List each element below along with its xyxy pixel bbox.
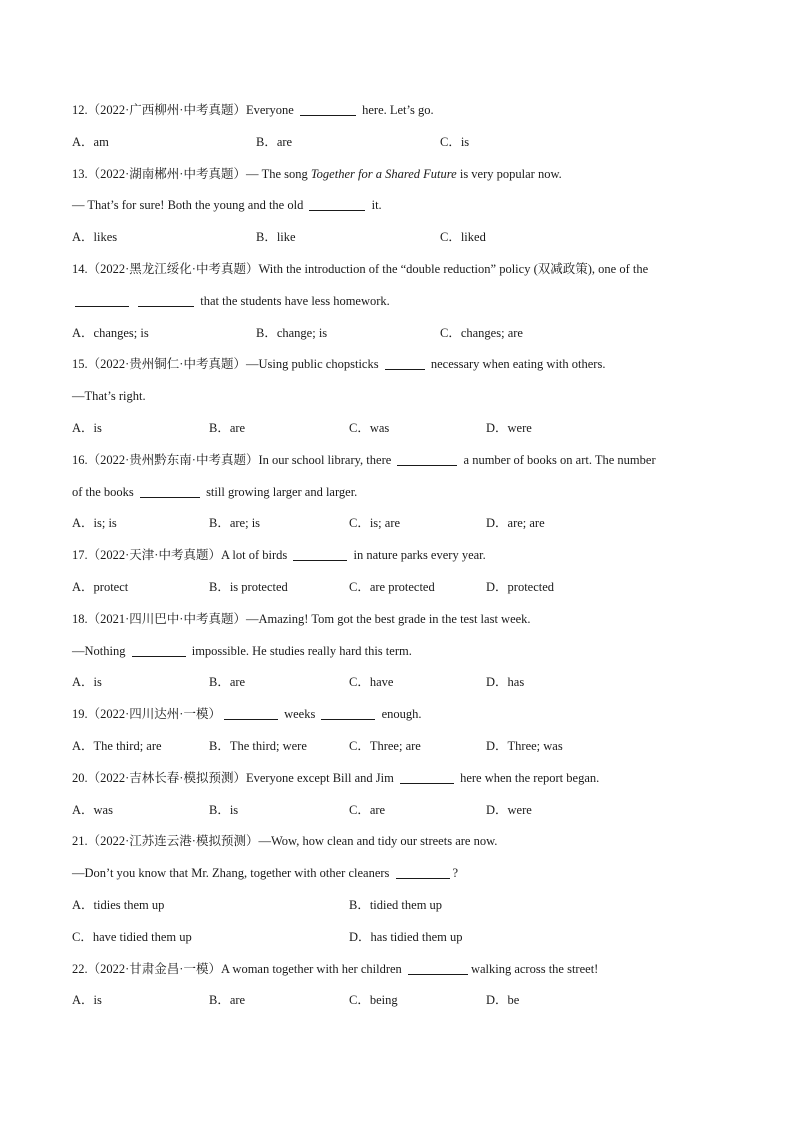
option-c[interactable]: C．are protected [349,579,435,594]
question-stem [72,540,732,572]
answer-blank [300,102,356,116]
answer-blank [132,643,186,657]
question-text: here. Let’s go. [358,103,434,117]
question-stem [72,349,732,381]
question-q13 [72,159,732,254]
answer-blank [396,865,450,879]
question-text: that the students have less homework. [197,293,390,308]
question-stem [72,826,732,858]
answer-blank [293,547,347,561]
question-q12 [72,95,732,159]
question-text: impossible. He studies really hard this term. [188,643,412,658]
question-q19 [72,699,732,763]
question-q21 [72,826,732,953]
question-stem [72,254,732,286]
answer-blank [400,770,454,784]
option-d[interactable]: D．be [486,993,520,1008]
options-row [72,890,732,922]
question-q17 [72,540,732,604]
option-a[interactable]: A．am [72,134,109,149]
options-row [72,795,732,827]
option-a[interactable]: A．protect [72,579,129,594]
option-a[interactable]: A．is [72,675,102,690]
option-b[interactable]: B．are [256,134,293,149]
question-text-line [72,381,732,413]
options-row [72,222,732,254]
question-stem [72,699,732,731]
italic-title-text: Together for a Shared Future [310,166,457,181]
option-d[interactable]: D．has tidied them up [349,929,463,944]
question-text: a number of books on art. The number [460,452,656,467]
answer-blank [140,484,200,498]
question-text: —That’s right. [72,389,146,404]
question-text: — That’s for sure! Both the young and the old [72,198,307,213]
question-q15 [72,349,732,444]
answer-blank [309,197,365,211]
question-text: 21.（2022·江苏连云港·模拟预测）—Wow, how clean and tidy our streets are now. [72,834,498,849]
options-row [72,667,732,699]
options-row [72,413,732,445]
options-row [72,985,732,1017]
question-text: weeks [280,707,319,722]
question-q16 [72,445,732,540]
option-a[interactable]: A．is [72,993,102,1008]
options-row [72,731,732,763]
question-text: in nature parks every year. [350,548,486,563]
option-c[interactable]: C．changes; are [440,325,523,340]
answer-blank [408,961,468,975]
question-q20 [72,763,732,827]
options-row [72,922,732,954]
question-text: is very popular now. [456,166,562,181]
question-text: —Don’t you know that Mr. Zhang, together with other cleaners [72,866,393,881]
question-text: 20.（2022·吉林长春·模拟预测）Everyone except Bill and Jim [72,770,397,785]
option-b[interactable]: B．is [209,802,239,817]
question-stem [72,159,732,191]
option-b[interactable]: B．are [209,993,246,1008]
question-text: enough. [378,707,422,722]
option-b[interactable]: B．are; is [209,516,261,531]
option-d[interactable]: D．Three; was [486,738,563,753]
question-stem [72,604,732,636]
question-text: still growing larger and larger. [202,484,358,499]
option-b[interactable]: B．are [209,420,246,435]
answer-blank [138,293,194,307]
option-d[interactable]: D．protected [486,579,555,594]
options-row [72,508,732,540]
option-c[interactable]: C．liked [440,230,486,245]
option-c[interactable]: C．have [349,675,394,690]
question-text: necessary when eating with others. [427,357,606,372]
answer-blank [224,706,278,720]
option-d[interactable]: D．were [486,420,532,435]
question-text: 19.（2022·四川达州·一模） [72,707,221,722]
option-b[interactable]: B．like [256,230,296,245]
question-text [132,294,135,308]
question-text-line [72,286,732,318]
question-stem [72,763,732,795]
options-row [72,572,732,604]
answer-blank [75,293,129,307]
question-text: 12.（2022·广西柳州·中考真题）Everyone [72,103,297,117]
question-q18 [72,604,732,699]
option-c[interactable]: C．was [349,420,390,435]
question-text: 14.（2022·黑龙江绥化·中考真题）With the introduction of the “double reduction” policy (双减政策), one of the [72,261,649,276]
option-c[interactable]: C．is; are [349,516,401,531]
question-text: walking across the street! [470,961,599,976]
question-q22 [72,954,732,1018]
question-text: 13.（2022·湖南郴州·中考真题）— The song [72,166,311,181]
question-text: 16.（2022·贵州黔东南·中考真题）In our school library, there [72,452,395,467]
option-c[interactable]: C．being [349,993,398,1008]
answer-blank [385,356,425,370]
question-text-line [72,190,732,222]
option-a[interactable]: A．The third; are [72,738,162,753]
question-text: 22.（2022·甘肃金昌·一模）A woman together with her children [72,961,405,976]
answer-blank [397,452,457,466]
question-stem [72,445,732,477]
question-text: 18.（2021·四川巴中·中考真题）—Amazing! Tom got the best grade in the test last week. [72,611,531,626]
option-c[interactable]: C．have tidied them up [72,929,192,944]
question-text: ? [452,866,459,881]
question-q14 [72,254,732,349]
option-a[interactable]: A．tidies them up [72,897,165,912]
question-stem [72,954,732,986]
option-c[interactable]: C．Three; are [349,738,421,753]
question-text-line [72,858,732,890]
question-text-line [72,636,732,668]
option-a[interactable]: A．changes; is [72,325,149,340]
option-b[interactable]: B．are [209,675,246,690]
option-d[interactable]: D．were [486,802,532,817]
option-a[interactable]: A．is; is [72,516,117,531]
option-c[interactable]: C．is [440,134,470,149]
answer-blank [321,706,375,720]
option-a[interactable]: A．is [72,420,102,435]
question-text: 17.（2022·天津·中考真题）A lot of birds [72,548,291,563]
option-b[interactable]: B．change; is [256,325,328,340]
options-row [72,318,732,350]
question-text: of the books [72,484,137,499]
option-a[interactable]: A．likes [72,230,118,245]
option-d[interactable]: D．are; are [486,516,545,531]
option-c[interactable]: C．are [349,802,386,817]
question-text: 15.（2022·贵州铜仁·中考真题）—Using public chopsticks [72,357,382,372]
question-stem [72,95,732,127]
question-text-line [72,477,732,509]
option-b[interactable]: B．The third; were [209,738,307,753]
exercise-page [72,95,732,1017]
option-b[interactable]: B．is protected [209,579,288,594]
option-d[interactable]: D．has [486,675,525,690]
options-row [72,127,732,159]
question-text: —Nothing [72,643,129,658]
question-text: here when the report began. [456,770,600,785]
question-text: it. [368,198,382,213]
option-a[interactable]: A．was [72,802,113,817]
option-b[interactable]: B．tidied them up [349,897,443,912]
